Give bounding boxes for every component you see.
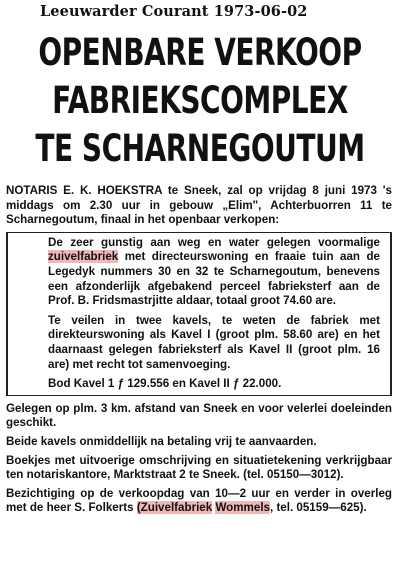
bids-paragraph: Bod Kavel 1 ƒ 129.556 en Kavel II ƒ 22.000. xyxy=(48,377,282,391)
brochure-paragraph: Boekjes met uitvoerige omschrijving en situatietekening verkrijgbaar ten notariskantore, Marktstraat 2 te Sneek. (tel. 05150—3012). xyxy=(6,453,392,482)
viewing-text-start: Bezichtiging op de verkoopdag van 10—2 uur en verder in overleg met de heer S. Folkerts xyxy=(6,486,392,515)
viewing-text-end: , tel. 05159—625). xyxy=(270,501,367,515)
property-description xyxy=(48,236,380,309)
headline-line-3: TE SCHARNEGOUTUM xyxy=(35,126,365,171)
lots-paragraph: Te veilen in twee kavels, te weten de fabriek met direkteurswoning als Kavel I (groot plm. 58.60 are) en het daarnaast gelegen fabrieksterf als Kavel II (groot plm. 16 are) met recht tot samenvoeging. xyxy=(48,313,380,371)
details-section xyxy=(6,402,392,516)
headline-line-1: OPENBARE VERKOOP xyxy=(38,30,362,75)
property-description-start: De zeer gunstig aan weg en water gelegen voormalige xyxy=(48,235,380,249)
location-paragraph: Gelegen op plm. 3 km. afstand van Sneek en voor velerlei doeleinden geschikt. xyxy=(6,401,392,430)
source-caption: Leeuwarder Courant 1973-06-02 xyxy=(40,3,308,20)
viewing-paragraph xyxy=(6,487,392,516)
highlight-zuivelfabriek-2: (Zuivelfabriek xyxy=(136,501,213,515)
property-description-end: met directeurswoning en fraaie tuin aan de Legedyk nummers 30 en 32 te Scharnegoutum, benevens een afzonderlijk afgebakend perceel fabrieksterf aan de Prof. B. Fridsmastrjitte aldaar, totaal groot 74.60 are. xyxy=(48,250,380,308)
possession-paragraph: Beide kavels onmiddellijk na betaling vrij te aanvaarden. xyxy=(6,434,317,448)
highlight-zuivelfabriek: zuivelfabriek xyxy=(48,250,119,264)
intro-paragraph: NOTARIS E. K. HOEKSTRA te Sneek, zal op vrijdag 8 juni 1973 's middags om 2.30 uur in gebouw „Elim", Achterbuorren 11 te Scharnegoutum, finaal in het openbaar verkopen: xyxy=(6,184,392,227)
headline-line-2: FABRIEKSCOMPLEX xyxy=(52,78,348,123)
article-body xyxy=(6,184,392,520)
highlight-wommels: Wommels xyxy=(215,501,270,515)
property-box xyxy=(6,232,392,396)
